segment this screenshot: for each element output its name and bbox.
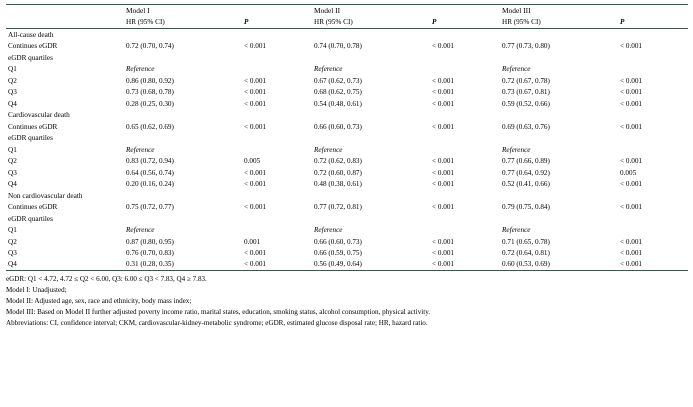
row-label: eGDR quartiles <box>8 214 53 223</box>
section-title-filler <box>124 190 242 202</box>
row-label: Q2 <box>8 237 17 246</box>
hr-value: 0.20 (0.16, 0.24) <box>126 180 174 189</box>
p-value <box>430 144 500 155</box>
section-title-filler <box>124 110 242 122</box>
p-value: < 0.001 <box>244 203 267 212</box>
p-value: < 0.001 <box>244 99 267 108</box>
column-header-p: P <box>242 17 312 29</box>
section-title-filler <box>618 190 688 202</box>
section-title-filler <box>430 29 500 41</box>
table-row <box>6 202 688 213</box>
row-label: Q1 <box>8 145 17 154</box>
row-label: eGDR quartiles <box>8 134 53 143</box>
p-value: 0.005 <box>620 168 637 177</box>
hr-value <box>500 52 618 63</box>
table-row <box>6 224 688 235</box>
section-title-filler <box>618 29 688 41</box>
hr-value: 0.31 (0.28, 0.35) <box>124 259 242 271</box>
hr-value: Reference <box>314 65 343 74</box>
p-value: < 0.001 <box>430 259 500 271</box>
hr-value: 0.77 (0.64, 0.92) <box>502 168 550 177</box>
hr-value: Reference <box>126 65 155 74</box>
p-value: < 0.001 <box>432 122 455 131</box>
table-header-columns <box>6 17 688 29</box>
hr-value <box>124 133 242 144</box>
p-value: < 0.001 <box>432 99 455 108</box>
hr-value: 0.72 (0.64, 0.81) <box>502 249 550 257</box>
hr-value <box>500 133 618 144</box>
hr-value: Reference <box>126 226 155 235</box>
section-title-row <box>6 110 688 122</box>
p-value: < 0.001 <box>620 88 643 97</box>
row-label: Q3 <box>8 249 17 257</box>
hr-value <box>312 133 430 144</box>
hr-value: Reference <box>314 145 343 154</box>
p-value: < 0.001 <box>620 237 643 246</box>
hr-value: 0.83 (0.72, 0.94) <box>126 157 174 166</box>
header-blank <box>6 17 124 29</box>
table-row <box>6 75 688 86</box>
hr-value: 0.66 (0.60, 0.73) <box>314 122 362 131</box>
p-value: < 0.001 <box>620 42 643 51</box>
p-value <box>618 213 688 224</box>
hr-value: 0.52 (0.41, 0.66) <box>502 180 550 189</box>
hr-value: 0.69 (0.63, 0.76) <box>502 122 550 131</box>
table-row <box>6 178 688 189</box>
hr-value: 0.64 (0.56, 0.74) <box>126 168 174 177</box>
p-value: < 0.001 <box>432 203 455 212</box>
hr-value: 0.68 (0.62, 0.75) <box>314 88 362 97</box>
hr-value: 0.59 (0.52, 0.66) <box>502 99 550 108</box>
results-table <box>6 4 688 271</box>
model-header: Model III <box>500 5 618 17</box>
section-title-filler <box>430 190 500 202</box>
p-value <box>430 133 500 144</box>
p-value <box>242 64 312 75</box>
section-title-filler <box>500 190 618 202</box>
p-value: < 0.001 <box>432 237 455 246</box>
p-value: < 0.001 <box>620 157 643 166</box>
hr-value <box>124 52 242 63</box>
p-value: < 0.001 <box>244 249 267 257</box>
table-row <box>6 133 688 144</box>
p-value: < 0.001 <box>244 168 267 177</box>
section-title-filler <box>500 110 618 122</box>
p-value: < 0.001 <box>244 122 267 131</box>
hr-value: 0.28 (0.25, 0.30) <box>126 99 174 108</box>
table-row <box>6 259 688 271</box>
section-title-filler <box>242 110 312 122</box>
row-label: Continues eGDR <box>8 203 58 212</box>
p-value: < 0.001 <box>432 168 455 177</box>
hr-value: Reference <box>502 226 531 235</box>
table-row <box>6 87 688 98</box>
table-footnotes <box>6 274 687 329</box>
table-row <box>6 52 688 63</box>
p-value <box>618 133 688 144</box>
p-value: < 0.001 <box>620 180 643 189</box>
p-value: < 0.001 <box>242 259 312 271</box>
row-label: Q3 <box>8 88 17 97</box>
model-header: Model I <box>124 5 242 17</box>
hr-value: 0.67 (0.62, 0.73) <box>314 76 362 85</box>
row-label: Continues eGDR <box>8 42 58 51</box>
p-value <box>242 52 312 63</box>
hr-value: 0.72 (0.62, 0.83) <box>314 157 362 166</box>
section-title-filler <box>312 110 430 122</box>
hr-value: 0.87 (0.80, 0.95) <box>126 237 174 246</box>
hr-value: 0.77 (0.72, 0.81) <box>314 203 362 212</box>
hr-value: Reference <box>126 145 155 154</box>
section-title-filler <box>242 190 312 202</box>
hr-value: 0.77 (0.66, 0.89) <box>502 157 550 166</box>
table-row <box>6 213 688 224</box>
column-header-hr: HR (95% CI) <box>312 17 430 29</box>
table-row <box>6 121 688 132</box>
p-value: < 0.001 <box>432 76 455 85</box>
row-label: Q2 <box>8 76 17 85</box>
hr-value <box>312 213 430 224</box>
p-value: < 0.001 <box>620 99 643 108</box>
p-value: < 0.001 <box>432 88 455 97</box>
p-value <box>618 64 688 75</box>
hr-value: 0.66 (0.60, 0.73) <box>314 237 362 246</box>
p-value: < 0.001 <box>244 76 267 85</box>
p-value: < 0.001 <box>432 180 455 189</box>
hr-value: 0.48 (0.38, 0.61) <box>314 180 362 189</box>
column-header-hr: HR (95% CI) <box>500 17 618 29</box>
model-header-spacer <box>430 5 500 17</box>
row-label: eGDR quartiles <box>8 53 53 62</box>
p-value: < 0.001 <box>432 42 455 51</box>
row-label: Q3 <box>8 168 17 177</box>
p-value <box>430 213 500 224</box>
p-value <box>242 224 312 235</box>
p-value <box>430 64 500 75</box>
p-value <box>242 144 312 155</box>
hr-value <box>124 213 242 224</box>
hr-value: 0.54 (0.48, 0.61) <box>314 99 362 108</box>
p-value <box>430 224 500 235</box>
hr-value: 0.71 (0.65, 0.78) <box>502 237 550 246</box>
p-value <box>242 213 312 224</box>
hr-value: 0.65 (0.62, 0.69) <box>126 122 174 131</box>
section-title-filler <box>500 29 618 41</box>
table-header-models <box>6 5 688 17</box>
table-row <box>6 98 688 109</box>
table-row <box>6 144 688 155</box>
p-value: < 0.001 <box>432 157 455 166</box>
section-title-row <box>6 190 688 202</box>
model-header-spacer <box>618 5 688 17</box>
p-value: < 0.001 <box>620 249 643 257</box>
p-value: < 0.001 <box>620 76 643 85</box>
p-value: < 0.001 <box>618 259 688 271</box>
hr-value: 0.72 (0.70, 0.74) <box>126 42 174 51</box>
section-title-filler <box>618 110 688 122</box>
table-row <box>6 167 688 178</box>
p-value <box>242 133 312 144</box>
row-label: Q4 <box>6 259 124 271</box>
table-row <box>6 64 688 75</box>
hr-value: Reference <box>314 226 343 235</box>
hr-value: 0.76 (0.70, 0.83) <box>126 249 174 257</box>
p-value: < 0.001 <box>244 88 267 97</box>
section-title: All-cause death <box>8 29 54 39</box>
hr-value <box>312 52 430 63</box>
hr-value: 0.73 (0.67, 0.81) <box>502 88 550 97</box>
row-label: Q4 <box>8 180 17 189</box>
row-label: Q1 <box>8 65 17 74</box>
model-header-spacer <box>242 5 312 17</box>
p-value <box>618 144 688 155</box>
footnote-line: Model III: Based on Model II further adjusted poverty income ratio, marital states, education, smoking status, alcohol consumption, physical activity. <box>6 308 431 317</box>
hr-value: 0.60 (0.53, 0.69) <box>500 259 618 271</box>
p-value: < 0.001 <box>432 249 455 257</box>
table-row <box>6 41 688 52</box>
section-title-filler <box>312 29 430 41</box>
header-blank <box>6 5 124 17</box>
footnote-line: Model II: Adjusted age, sex, race and ethnicity, body mass index; <box>6 297 192 306</box>
p-value: < 0.001 <box>620 203 643 212</box>
p-value: < 0.001 <box>244 180 267 189</box>
hr-value: 0.73 (0.68, 0.78) <box>126 88 174 97</box>
p-value: < 0.001 <box>620 122 643 131</box>
p-value <box>618 224 688 235</box>
hr-value: Reference <box>502 145 531 154</box>
p-value <box>618 52 688 63</box>
p-value: < 0.001 <box>244 42 267 51</box>
row-label: Continues eGDR <box>8 122 58 131</box>
row-label: Q1 <box>8 226 17 235</box>
hr-value: 0.56 (0.49, 0.64) <box>312 259 430 271</box>
hr-value: Reference <box>502 65 531 74</box>
section-title: Cardiovascular death <box>8 110 70 120</box>
section-title-row <box>6 29 688 41</box>
column-header-p: P <box>430 17 500 29</box>
hr-value: 0.86 (0.80, 0.92) <box>126 76 174 85</box>
footnote-line: Model I: Unadjusted; <box>6 286 67 295</box>
table-row <box>6 247 688 258</box>
footnote-line: eGDR: Q1 < 4.72, 4.72 ≤ Q2 < 6.00, Q3: 6.00 ≤ Q3 < 7.83, Q4 ≥ 7.83. <box>6 275 207 284</box>
hr-value: 0.77 (0.73, 0.80) <box>502 42 550 51</box>
hr-value <box>500 213 618 224</box>
hr-value: 0.74 (0.70, 0.78) <box>314 42 362 51</box>
column-header-p: P <box>618 17 688 29</box>
section-title-filler <box>430 110 500 122</box>
section-title-filler <box>124 29 242 41</box>
hr-value: 0.72 (0.60, 0.87) <box>314 168 362 177</box>
row-label: Q2 <box>8 157 17 166</box>
hr-value: 0.66 (0.59, 0.75) <box>314 249 362 257</box>
column-header-hr: HR (95% CI) <box>124 17 242 29</box>
hr-value: 0.72 (0.67, 0.78) <box>502 76 550 85</box>
table-row <box>6 156 688 167</box>
p-value: 0.001 <box>244 237 261 246</box>
footnote-line: Abbreviations: CI, confidence interval; CKM, cardiovascular-kidney-metabolic syndrome; eGDR, estimated glucose disposal rate; HR, hazard ratio. <box>6 319 428 328</box>
section-title-filler <box>312 190 430 202</box>
model-header: Model II <box>312 5 430 17</box>
p-value: 0.005 <box>244 157 261 166</box>
section-title-filler <box>242 29 312 41</box>
table-row <box>6 236 688 247</box>
hr-value: 0.79 (0.75, 0.84) <box>502 203 550 212</box>
p-value <box>430 52 500 63</box>
row-label: Q4 <box>8 99 17 108</box>
section-title: Non cardiovascular death <box>8 190 83 200</box>
hr-value: 0.75 (0.72, 0.77) <box>126 203 174 212</box>
